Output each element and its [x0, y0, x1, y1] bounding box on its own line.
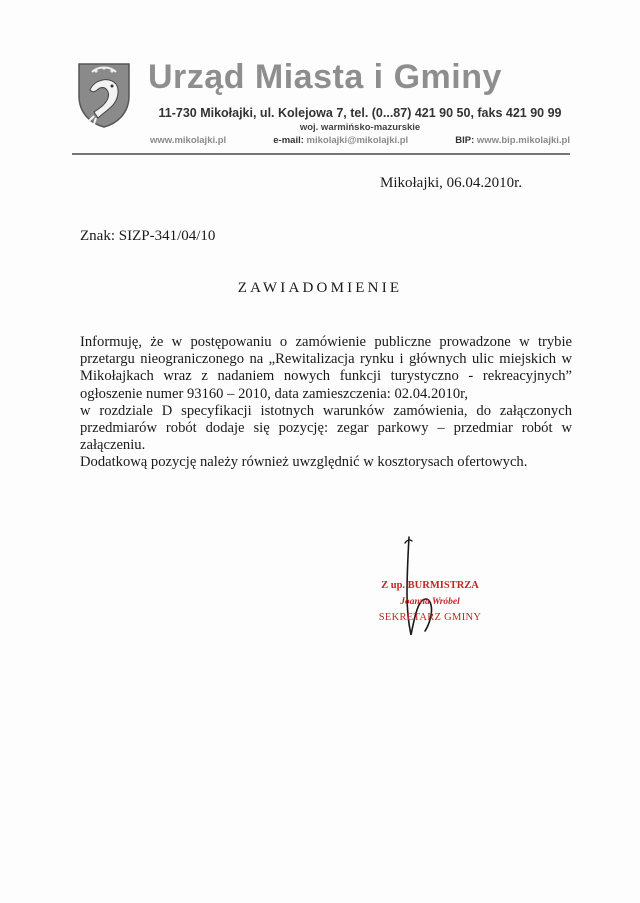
bip-label: BIP:: [455, 135, 475, 146]
official-stamp: [360, 578, 500, 626]
letter-body: [80, 334, 572, 472]
document-title: ZAWIADOMIENIE: [237, 280, 403, 296]
letterhead-divider: [72, 153, 570, 155]
body-paragraph: Informuję, że w postępowaniu o zamówienie publiczne prowadzone w trybie przetargu nieograniczonego na „Rewitalizacja rynku i głównych ulic miejskich w Mikołajkach wraz z nadaniem nowych funkcji turystyczno - rekreacyjnych” ogłoszenie numer 93160 – 2010, data zamieszczenia: 02.04.2010r,: [80, 334, 572, 402]
office-contacts: [150, 135, 570, 146]
email-label: e-mail:: [273, 135, 304, 146]
office-name: Urząd Miasta i Gminy: [148, 58, 502, 96]
reference-number: Znak: SIZP-341/04/10: [80, 228, 216, 244]
fish-crest-icon: [76, 62, 132, 128]
website-link: www.mikolajki.pl: [150, 135, 227, 146]
bip-link: www.bip.mikolajki.pl: [476, 135, 570, 146]
stamp-line: SEKRETARZ GMINY: [378, 612, 482, 623]
body-paragraph: w rozdziale D specyfikacji istotnych warunków zamówienia, do załączonych przedmiarów robót dodaje się pozycję: zegar parkowy – przedmiar robót w załączeniu.: [80, 402, 572, 454]
stamp-line: Joanna Wróbel: [400, 597, 460, 607]
body-paragraph: Dodatkową pozycję należy również uwzględnić w kosztorysach ofertowych.: [80, 454, 528, 471]
stamp-line: Z up. BURMISTRZA: [381, 580, 479, 591]
email-link: mikolajki@mikolajki.pl: [306, 135, 409, 146]
office-voivodeship: woj. warmińsko-mazurskie: [299, 122, 421, 133]
office-address: 11-730 Mikołajki, ul. Kolejowa 7, tel. (0...87) 421 90 50, faks 421 90 99: [158, 106, 562, 120]
place-and-date: Mikołajki, 06.04.2010r.: [380, 175, 523, 191]
